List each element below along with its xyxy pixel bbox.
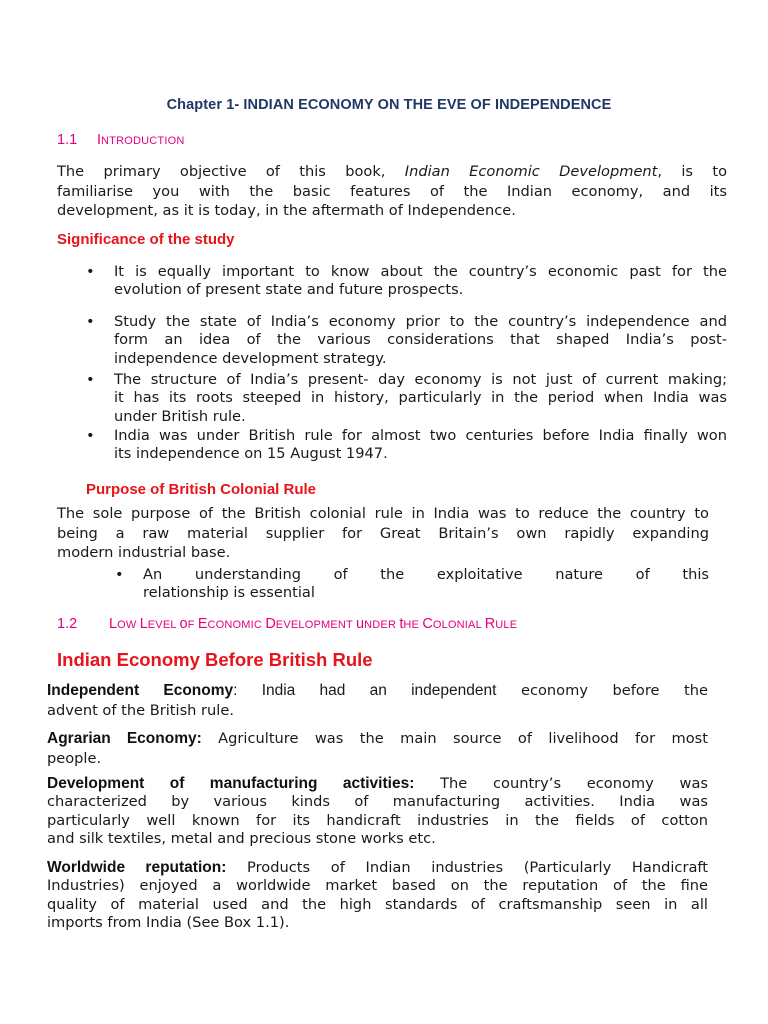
intro-text: development, as it is today, in the aftermath of Independence.: [57, 202, 516, 220]
term-label: Agrarian Economy:: [47, 730, 202, 747]
bullet-text: form an idea of the various considerations that shaped India’s post-: [114, 331, 727, 349]
paragraph-text: imports from India (See Box 1.1).: [47, 914, 290, 932]
bullet-text: under British rule.: [114, 407, 246, 425]
book-title: Indian Economic Development: [404, 163, 658, 180]
section-title-initial: C: [422, 616, 433, 632]
purpose-heading: Purpose of British Colonial Rule: [86, 481, 317, 498]
section-title-rest: EVELOPMENT: [275, 619, 357, 631]
section-title-rest: ULE: [495, 619, 518, 631]
bullet-dot: •: [115, 566, 124, 583]
significance-bullet: [86, 263, 727, 300]
section-title-initial: L: [139, 616, 148, 632]
term-label: Worldwide reputation:: [47, 859, 227, 876]
paragraph-text: The country’s economy was: [414, 775, 708, 792]
significance-bullet: [86, 427, 727, 464]
section-title-rest: F: [187, 619, 198, 631]
section-title-rest: CONOMIC: [207, 619, 266, 631]
chapter-title: Chapter 1- INDIAN ECONOMY ON THE EVE OF INDEPENDENCE: [166, 97, 612, 113]
intro-text: , is to: [657, 163, 728, 180]
purpose-bullet-text: An understanding of the exploitative nature of this: [143, 566, 709, 583]
section-number: 1.2: [57, 616, 78, 632]
paragraph-text: characterized by various kinds of manufacturing activities. India was: [47, 793, 708, 811]
term-label: Independent Economy: [47, 682, 234, 699]
bullet-dot: •: [86, 263, 95, 280]
paragraph-text: India had an independent: [261, 682, 497, 699]
bullet-dot: •: [86, 427, 95, 444]
section-title-initial: R: [484, 616, 496, 632]
section-title-rest: NDER: [364, 619, 400, 631]
bullet-text: India was under British rule for almost two centuries before India finally won: [114, 427, 727, 444]
paragraph-text: particularly well known for its handicraft industries in the fields of cotton: [47, 811, 708, 829]
section-title-rest: OW: [117, 619, 140, 631]
bullet-text: It is equally important to know about the country’s economic past for the: [114, 263, 727, 280]
paragraph-text: quality of material used and the high standards of craftsmanship seen in all: [47, 895, 708, 913]
bullet-text: evolution of present state and future prospects.: [114, 281, 464, 299]
section-title-initial: o: [179, 616, 188, 632]
section-title-initial: L: [109, 616, 118, 632]
section-title-rest: EVEL: [147, 619, 180, 631]
section-number: 1.1: [57, 132, 78, 148]
significance-bullet: [86, 371, 727, 426]
manufacturing-paragraph: [47, 775, 708, 849]
bullet-dot: •: [86, 371, 95, 388]
intro-text: familiarise you with the basic features of the Indian economy, and its: [57, 182, 727, 200]
intro-text: The primary objective of this book,: [57, 163, 405, 180]
purpose-paragraph: [57, 504, 709, 563]
section-heading-1-2: [57, 616, 517, 632]
section-title-initial: t: [399, 616, 404, 632]
bullet-text: Study the state of India’s economy prior to the country’s independence and: [114, 313, 727, 330]
independent-economy-paragraph: [47, 681, 708, 720]
section-title-rest: OLONIAL: [432, 619, 485, 631]
purpose-bullet-text: relationship is essential: [143, 584, 315, 602]
paragraph-text: people.: [47, 749, 102, 767]
bullet-text: independence development strategy.: [114, 349, 387, 367]
paragraph-text: Industries) enjoyed a worldwide market based on the reputation of the fine: [47, 877, 708, 895]
purpose-text: being a raw material supplier for Great Britain’s own rapidly expanding: [57, 524, 709, 542]
paragraph-text: Agriculture was the main source of livelihood for most: [201, 730, 708, 747]
bullet-text: its independence on 15 August 1947.: [114, 445, 388, 463]
purpose-bullet: [115, 566, 709, 603]
bullet-text: The structure of India’s present- day economy is not just of current making;: [114, 371, 727, 388]
worldwide-reputation-paragraph: [47, 859, 708, 933]
section-title-initial: E: [197, 616, 208, 632]
paragraph-text: economy before the: [496, 682, 709, 699]
section-title-initial: I: [97, 132, 102, 148]
significance-bullet: [86, 313, 727, 368]
section-title-rest: NTRODUCTION: [101, 135, 185, 147]
term-label: Development of manufacturing activities:: [47, 775, 415, 792]
section-title-rest: HE: [403, 619, 423, 631]
agrarian-economy-paragraph: [47, 729, 708, 768]
section-heading-1-1: [57, 132, 185, 148]
paragraph-text: Products of Indian industries (Particularly Handicraft: [226, 859, 708, 876]
purpose-text: modern industrial base.: [57, 544, 231, 562]
section-title: [109, 616, 517, 632]
section-title-initial: D: [265, 616, 276, 632]
paragraph-text: and silk textiles, metal and precious stone works etc.: [47, 830, 436, 848]
colon: :: [233, 682, 262, 699]
before-british-heading: Indian Economy Before British Rule: [57, 649, 373, 670]
paragraph-text: advent of the British rule.: [47, 701, 234, 719]
bullet-dot: •: [86, 313, 95, 330]
purpose-text: The sole purpose of the British colonial rule in India was to reduce the country to: [57, 505, 709, 522]
section-title-initial: u: [356, 616, 365, 632]
intro-paragraph: [57, 162, 727, 221]
bullet-text: it has its roots steeped in history, particularly in the period when India was: [114, 389, 727, 407]
significance-heading: Significance of the study: [57, 231, 235, 248]
